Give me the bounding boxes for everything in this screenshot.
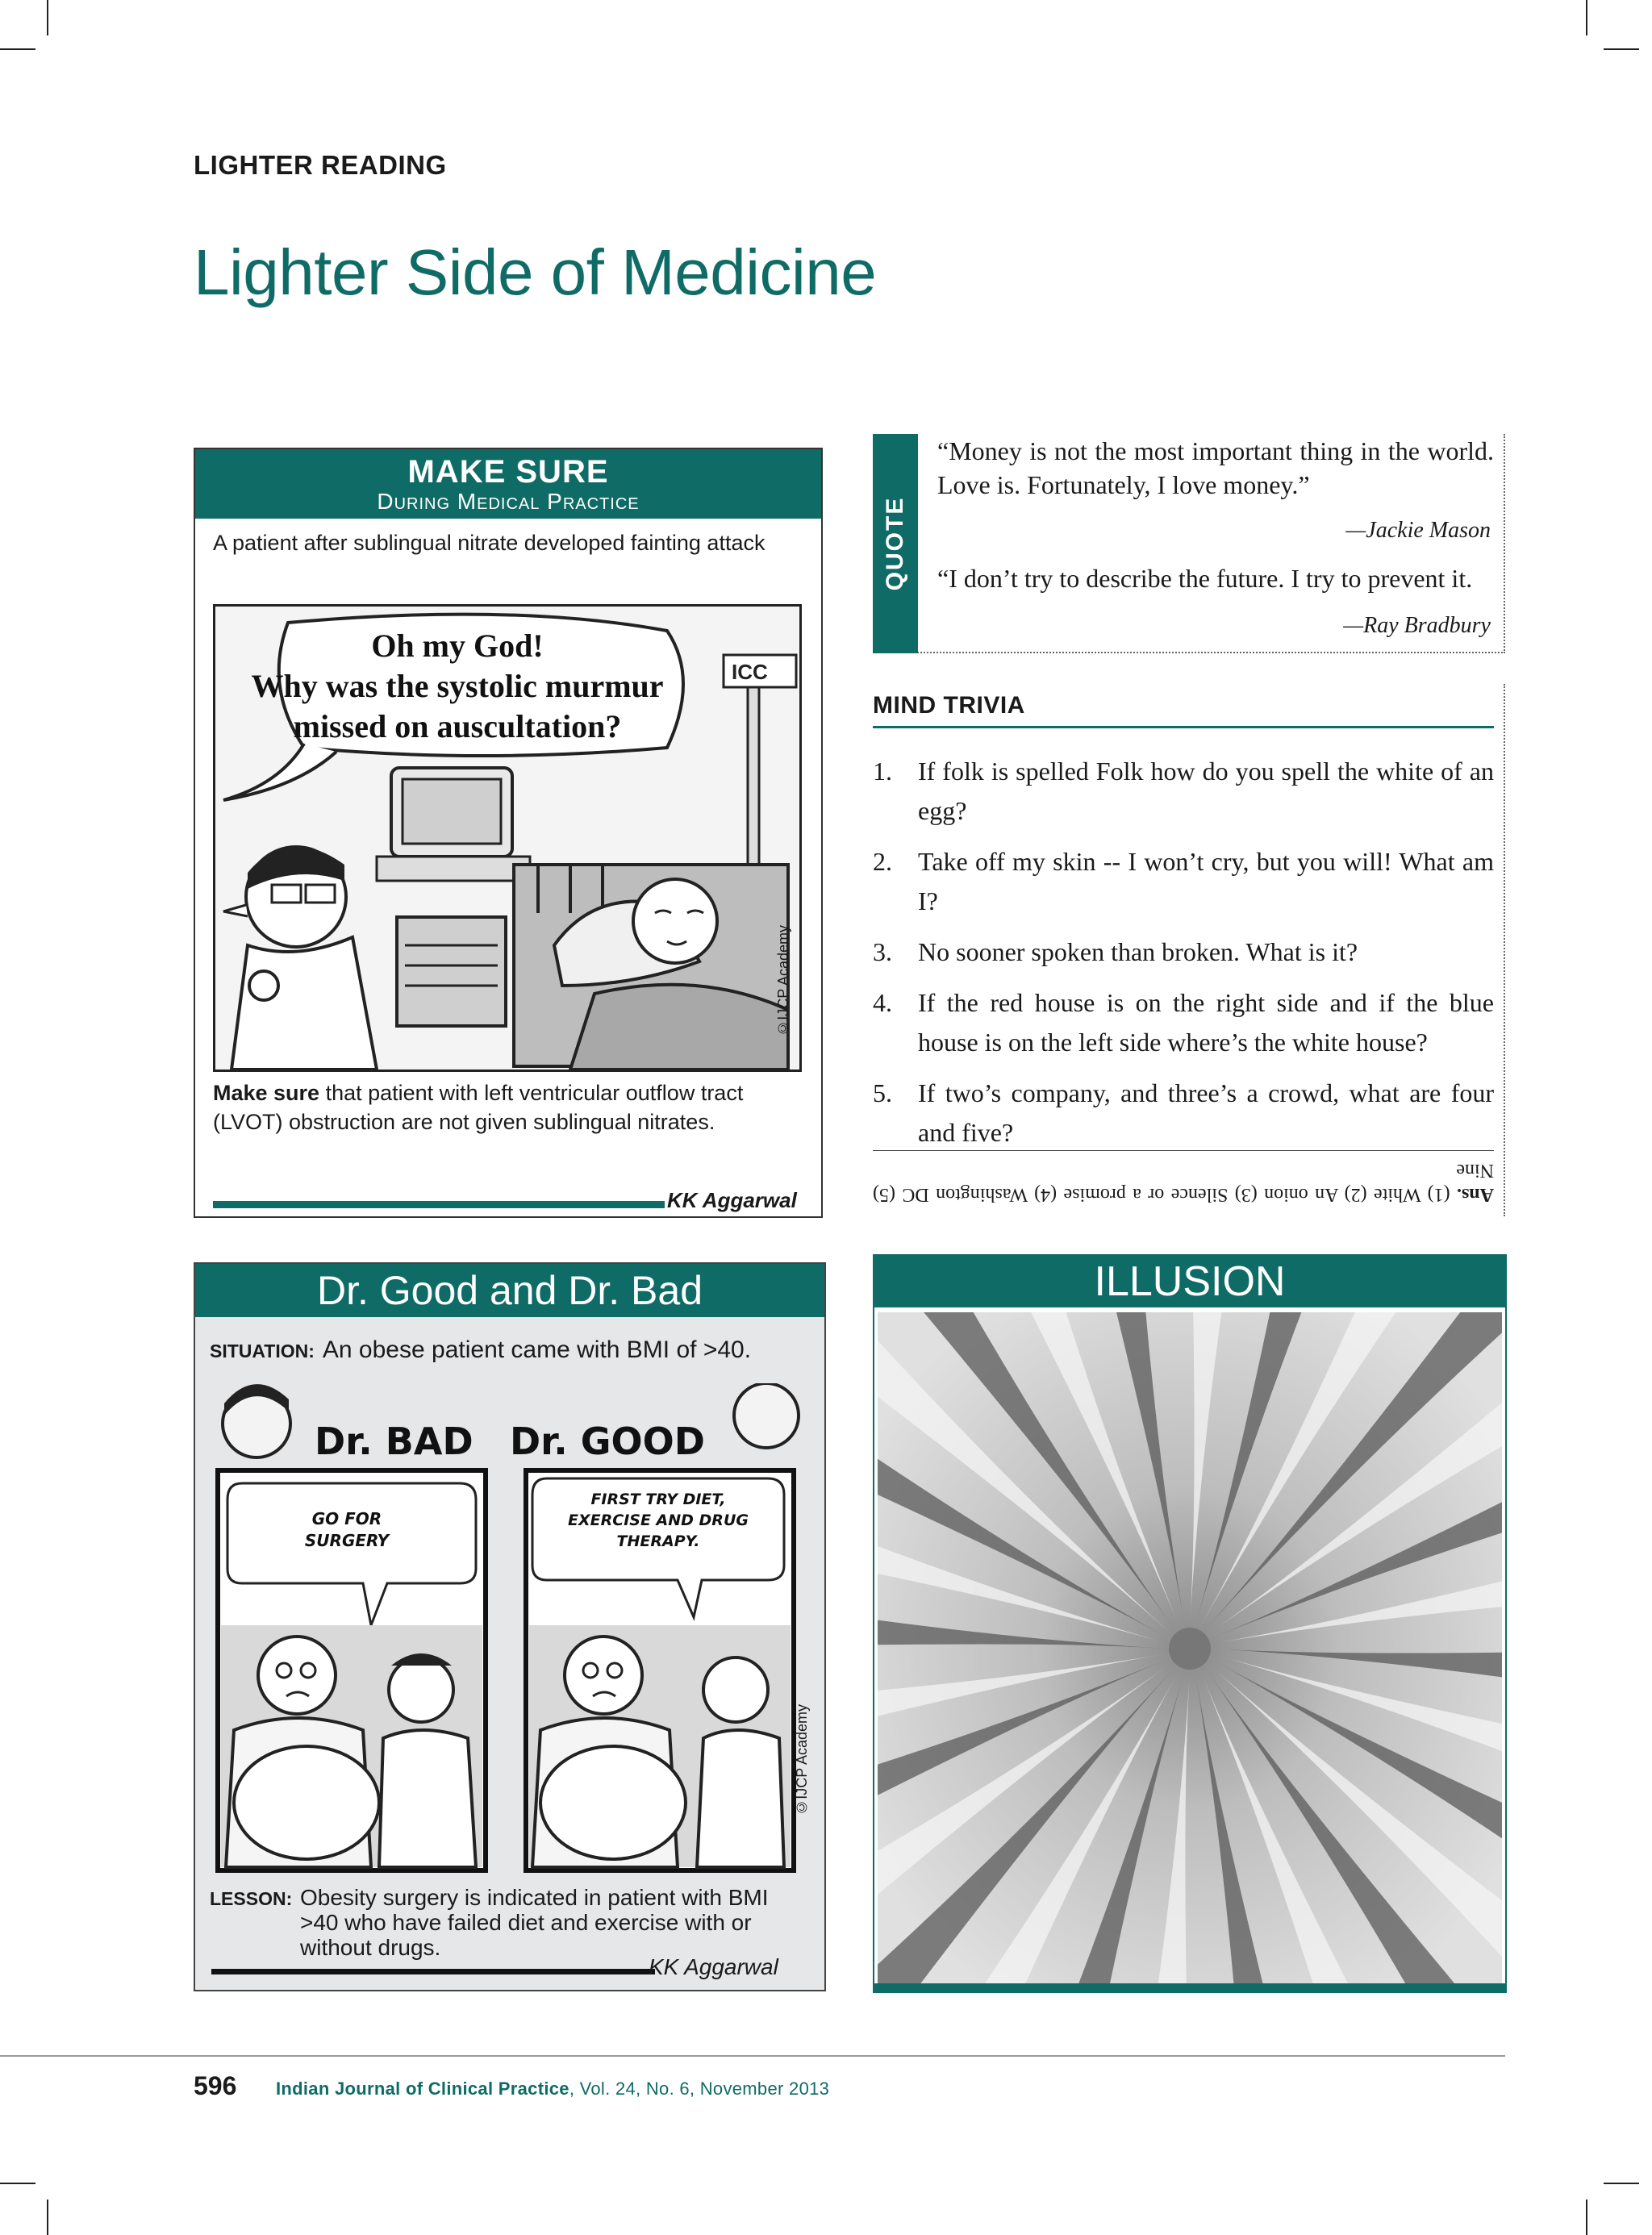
cartoon-credit: ©IJCP Academy [794, 1704, 810, 1816]
caption-rest: that patient with left ventricular outflow tract (LVOT) obstruction are not given sublingual nitrates. [213, 1081, 744, 1134]
cartoon-sign-text: ICC [732, 660, 768, 684]
dr-bad-label: Dr. BAD [315, 1420, 473, 1463]
crop-mark [47, 0, 48, 35]
author-rule [213, 1201, 665, 1208]
page-number: 596 [194, 2071, 237, 2100]
quote-tab [873, 434, 918, 653]
trivia-item-number: 2. [873, 847, 892, 876]
answers-text: (1) White (2) An onion (3) Silence or a promise (4) Washington DC (5) Nine [872, 1160, 1494, 1205]
good-bubble-line-2: EXERCISE AND DRUG [568, 1512, 749, 1529]
make-sure-panel [194, 448, 823, 1218]
dr-good-bad-author: KK Aggarwal [649, 1954, 778, 1979]
situation-label: SITUATION: [210, 1341, 315, 1361]
cartoon-speech-line-2: Why was the systolic murmur [251, 668, 664, 704]
trivia-item [873, 932, 1494, 972]
trivia-item-text: Take off my skin -- I won’t cry, but you will! What am I? [918, 847, 1494, 915]
crop-mark [1604, 48, 1639, 50]
trivia-title: MIND TRIVIA [873, 692, 1025, 719]
make-sure-cartoon [213, 604, 802, 1072]
cartoon-speech-line-3: missed on auscultation? [293, 708, 622, 744]
trivia-item-text: No sooner spoken than broken. What is it? [918, 937, 1358, 966]
journal-name: Indian Journal of Clinical Practice [276, 2079, 569, 2099]
crop-mark [1586, 2200, 1587, 2235]
dr-good-label: Dr. GOOD [510, 1420, 705, 1463]
illusion-title: ILLUSION [874, 1256, 1505, 1307]
mind-trivia [873, 684, 1505, 1216]
crop-mark [1586, 0, 1587, 35]
make-sure-intro: A patient after sublingual nitrate developed fainting attack [213, 531, 766, 555]
trivia-item-text: If folk is spelled Folk how do you spell the white of an egg? [918, 757, 1494, 825]
lesson-text: Obesity surgery is indicated in patient with BMI >40 who have failed diet and exercise with or without drugs. [300, 1885, 769, 1960]
trivia-item-number: 5. [873, 1078, 892, 1107]
trivia-rule [873, 726, 1494, 728]
trivia-item-text: If two’s company, and three’s a crowd, what are four and five? [918, 1078, 1494, 1147]
quote-tab-label: QUOTE [882, 496, 908, 591]
bad-bubble-line-1: GO FOR [311, 1509, 382, 1528]
trivia-item-text: If the red house is on the right side and if the blue house is on the left side where’s the white house? [918, 988, 1494, 1057]
footer-rule [0, 2055, 1505, 2057]
cartoon-speech-line-1: Oh my God! [371, 628, 544, 664]
trivia-list [873, 752, 1494, 1164]
crop-mark [1604, 2183, 1639, 2184]
make-sure-author: KK Aggarwal [667, 1188, 797, 1212]
make-sure-title: MAKE SURE [407, 454, 609, 490]
crop-mark [47, 2200, 48, 2235]
quote-2-text: “I don’t try to describe the future. I try to prevent it. [937, 564, 1473, 593]
crop-mark [0, 48, 35, 50]
trivia-item [873, 983, 1494, 1062]
situation-text: An obese patient came with BMI of >40. [322, 1336, 752, 1363]
dr-good-bad-cartoon [210, 1383, 811, 1877]
dr-situation [210, 1336, 751, 1364]
quote-1-author: —Jackie Mason [1345, 518, 1491, 543]
caption-lead: Make sure [213, 1081, 320, 1105]
trivia-item [873, 752, 1494, 831]
illusion-panel [873, 1254, 1507, 1993]
crop-mark [0, 2183, 35, 2184]
journal-info [276, 2079, 829, 2099]
trivia-answers [873, 1158, 1494, 1207]
page-title: Lighter Side of Medicine [194, 236, 877, 308]
good-bubble-line-1: FIRST TRY DIET, [590, 1491, 726, 1508]
dr-good-bad-title: Dr. Good and Dr. Bad [195, 1264, 824, 1317]
trivia-item-number: 4. [873, 988, 892, 1017]
trivia-item-number: 3. [873, 937, 892, 966]
make-sure-header [195, 449, 821, 519]
lesson-label: LESSON: [210, 1888, 293, 1909]
author-rule [211, 1969, 655, 1974]
make-sure-subtitle: During Medical Practice [377, 489, 640, 514]
illusion-image [878, 1312, 1502, 1985]
section-label: LIGHTER READING [194, 150, 447, 180]
dr-lesson [210, 1885, 807, 1960]
trivia-item-number: 1. [873, 757, 892, 786]
quote-2-author: —Ray Bradbury [1343, 613, 1491, 638]
bad-bubble-line-2: SURGERY [304, 1531, 390, 1550]
trivia-item [873, 1074, 1494, 1153]
journal-details: , Vol. 24, No. 6, November 2013 [569, 2079, 830, 2099]
trivia-item [873, 842, 1494, 921]
quote-box [873, 434, 1505, 653]
cartoon-credit: ©IJCP Academy [775, 925, 791, 1036]
make-sure-caption [213, 1078, 810, 1136]
quote-1-text: “Money is not the most important thing in the world. Love is. Fortunately, I love money.” [937, 436, 1494, 499]
illusion-base-bar [874, 1983, 1505, 1991]
dr-good-bad-panel [194, 1262, 826, 1991]
good-bubble-line-3: THERAPY. [616, 1532, 700, 1550]
answers-rule [873, 1150, 1494, 1151]
answers-label: Ans. [1456, 1184, 1494, 1205]
